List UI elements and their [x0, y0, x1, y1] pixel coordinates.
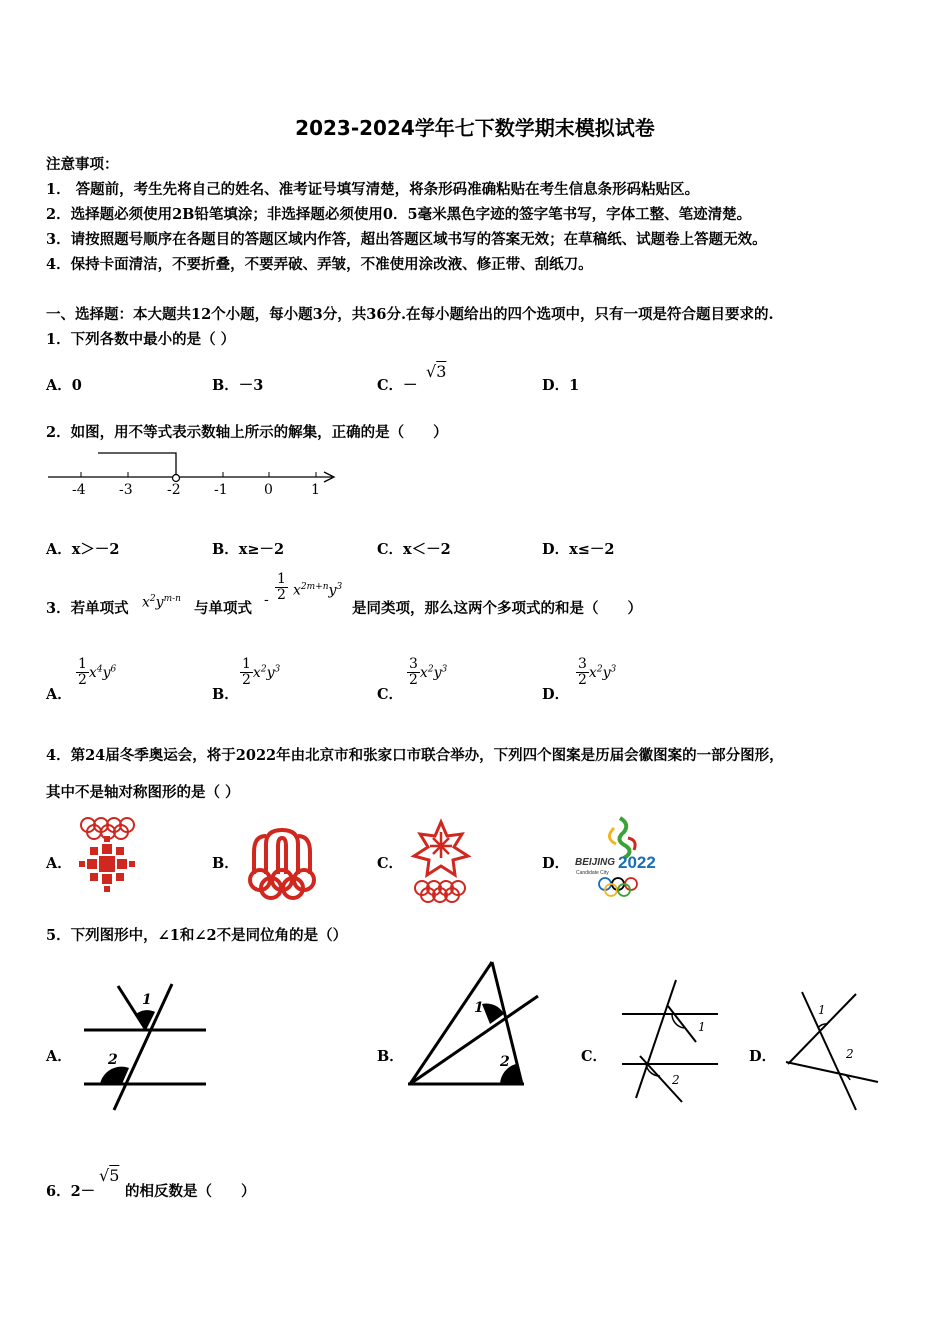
- q4-option-a-label: A．: [46, 855, 72, 872]
- q3-option-b: $\frac{1}{2}$ $x^2y^3$: [242, 656, 281, 688]
- tick-label: -4: [72, 482, 86, 498]
- q1-option-b: B．－3: [212, 377, 264, 394]
- q4-option-d-label: D．: [542, 855, 570, 872]
- q1-option-c: C．－: [377, 377, 418, 394]
- angle-label-1: 1: [698, 1020, 706, 1034]
- candidate-text: Candidate City: [576, 870, 609, 876]
- q3-stem-3: 是同类项，那么这两个多项式的和是（ ）: [352, 600, 642, 617]
- q5-option-b-label: B．: [377, 1048, 404, 1065]
- tick-label: -2: [167, 482, 181, 498]
- q5-figure-d: [782, 988, 882, 1112]
- q2-option-d: D．x≤－2: [542, 541, 615, 558]
- tick-label: -1: [214, 482, 228, 498]
- q3-option-b-label: B．: [212, 686, 239, 703]
- q4-option-b-label: B．: [212, 855, 239, 872]
- page-title: 2023-2024学年七下数学期末模拟试卷: [295, 116, 655, 140]
- beijing-candidate-emblem: [574, 814, 664, 902]
- q2-option-a: A．x＞－2: [46, 541, 120, 558]
- notice-item: 3．请按照题号顺序在各题目的答题区域内作答，超出答题区域书写的答案无效；在草稿纸、试题卷上答题无效。: [46, 231, 767, 248]
- q3-option-c: $\frac{3}{2}$ $x^2y^3$: [409, 656, 448, 688]
- angle-label-2: 2: [672, 1073, 680, 1087]
- notice-item: 1． 答题前，考生先将自己的姓名、准考证号填写清楚，将条形码准确粘贴在考生信息条形码粘贴区。: [46, 181, 700, 198]
- q5-stem: 5．下列图形中，∠1和∠2不是同位角的是（）: [46, 927, 348, 944]
- angle-label-2: 2: [108, 1052, 118, 1068]
- q3-coefficient: $\frac{1}{2}$: [277, 571, 286, 603]
- number-line: [44, 448, 344, 503]
- notice-item: 2．选择题必须使用2B铅笔填涂；非选择题必须使用0．5毫米黑色字迹的签字笔书写，字体工整、笔迹清楚。: [46, 206, 752, 223]
- beijing-text: BEIJING: [575, 857, 616, 868]
- calgary-emblem: [410, 818, 474, 904]
- q3-stem-2: 与单项式: [194, 600, 252, 617]
- q5-option-d-label: D．: [749, 1048, 777, 1065]
- q6-stem-1: 6．2－: [46, 1183, 96, 1200]
- q5-figure-c: [620, 976, 722, 1108]
- tick-label: 0: [264, 482, 273, 498]
- tick-label: -3: [119, 482, 133, 498]
- angle-label-1: 1: [474, 1000, 484, 1016]
- q3-monomial-2: $x^{2m+n}y^3$: [293, 582, 343, 599]
- q6-sqrt: √5: [99, 1166, 120, 1185]
- q3-stem-1: 3．若单项式: [46, 600, 129, 617]
- q3-monomial-1: $x^2y^{m-n}$: [142, 594, 181, 611]
- section-heading: 一、选择题：本大题共12个小题，每小题3分，共36分.在每小题给出的四个选项中，只有一项是符合题目要求的.: [46, 306, 774, 323]
- q3-negative-sign: -: [264, 592, 269, 608]
- notice-item: 4．保持卡面清洁，不要折叠，不要弄破、弄皱，不准使用涂改液、修正带、刮纸刀。: [46, 256, 593, 273]
- angle-label-2: 2: [846, 1047, 854, 1061]
- q3-option-d-label: D．: [542, 686, 570, 703]
- q1-option-c-sqrt: √3: [426, 362, 447, 381]
- q1-stem: 1．下列各数中最小的是（ ）: [46, 331, 236, 348]
- q5-option-a-label: A．: [46, 1048, 72, 1065]
- q3-option-c-label: C．: [377, 686, 404, 703]
- notice-heading: 注意事项：: [46, 156, 119, 173]
- q5-option-c-label: C．: [581, 1048, 608, 1065]
- q5-figure-b: [404, 960, 542, 1088]
- q1-option-d: D．1: [542, 377, 580, 394]
- q4-stem-2: 其中不是轴对称图形的是（ ）: [46, 784, 240, 801]
- sarajevo-emblem: [76, 814, 138, 900]
- angle-label-1: 1: [142, 992, 152, 1008]
- q1-option-a: A．0: [46, 377, 82, 394]
- q3-option-a-label: A．: [46, 686, 72, 703]
- tick-label: 1: [311, 482, 320, 498]
- montreal-emblem: [244, 826, 320, 902]
- q6-stem-2: 的相反数是（ ）: [125, 1183, 256, 1200]
- q2-stem: 2．如图，用不等式表示数轴上所示的解集，正确的是（ ）: [46, 424, 448, 441]
- q2-option-c: C．x＜－2: [377, 541, 451, 558]
- q5-figure-a: [84, 982, 212, 1114]
- q2-option-b: B．x≥－2: [212, 541, 285, 558]
- angle-label-2: 2: [500, 1054, 510, 1070]
- q3-option-d: $\frac{3}{2}$ $x^2y^3$: [578, 656, 617, 688]
- q4-stem-1: 4．第24届冬季奥运会，将于2022年由北京市和张家口市联合举办，下列四个图案是历届会徽图案的一部分图形，: [46, 747, 784, 764]
- angle-label-1: 1: [818, 1003, 826, 1017]
- year-text: 2022: [618, 853, 656, 872]
- q4-option-c-label: C．: [377, 855, 404, 872]
- q3-option-a: $\frac{1}{2}$ $x^4y^6$: [78, 656, 117, 688]
